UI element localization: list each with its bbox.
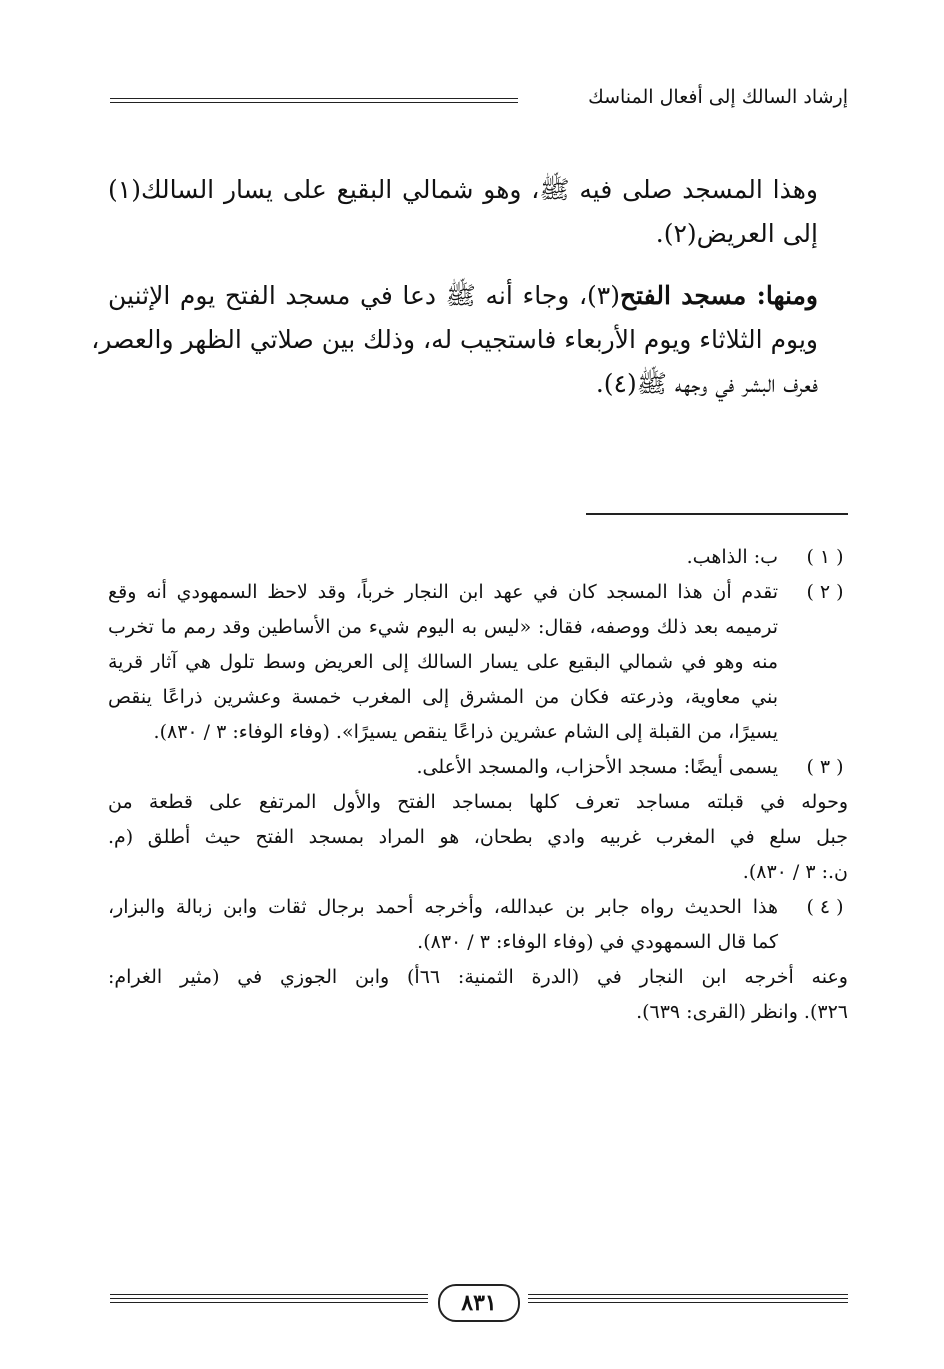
footnote-number: ( ٢ ) — [806, 581, 844, 603]
footnote-line: تقدم أن هذا المسجد كان في عهد ابن النجار خرباً، وقد لاحظ السمهودي أنه وقع — [108, 581, 778, 603]
footnote-line: ترميمه بعد ذلك ووصفه، فقال: «ليس به اليوم شيء من الأساطين وقد رمم ما تخرب — [108, 616, 778, 638]
footnotes — [108, 540, 848, 1030]
footnote-number: ( ١ ) — [806, 546, 844, 568]
paragraph-1-line-1: وهذا المسجد صلى فيه ﷺ، وهو شمالي البقيع على يسار السالك(١) — [108, 175, 818, 204]
footnote-3-continuation — [108, 785, 848, 890]
footnote-line: هذا الحديث رواه جابر بن عبدالله، وأخرجه أحمد برجال ثقات وابن زبالة والبزار، — [108, 896, 778, 918]
footer-rule-left-2 — [110, 1298, 428, 1300]
paragraph-1 — [108, 168, 848, 256]
book-title: إرشاد السالك إلى أفعال المناسك — [578, 86, 848, 108]
page-number: ٨٣١ — [438, 1284, 520, 1322]
footnote-line: بني معاوية، وذرعته فكان من المشرق إلى المغرب خمسة وعشرين ذراعًا ينقص — [108, 686, 778, 708]
paragraph-2-line-1 — [108, 274, 848, 318]
footnote-line: كما قال السمهودي في (وفاء الوفاء: ٣ / ٨٣٠). — [417, 931, 778, 953]
footer-rule-right-2 — [528, 1298, 848, 1300]
footnote-1 — [108, 540, 848, 575]
main-text — [91, 168, 848, 424]
footnote-line: يسمى أيضًا: مسجد الأحزاب، والمسجد الأعلى. — [416, 756, 778, 778]
header-rule — [110, 98, 518, 100]
footer-rule-left-3 — [110, 1302, 428, 1304]
footer-rule-left — [110, 1294, 428, 1296]
footnote-line: ٣٢٦). وانظر (القرى: ٦٣٩). — [636, 1001, 848, 1023]
footnote-3 — [108, 750, 848, 785]
footnote-number: ( ٣ ) — [806, 756, 844, 778]
footnote-4-continuation — [108, 960, 848, 1030]
page-footer — [110, 1284, 848, 1324]
footnote-line: منه وهو في شمالي البقيع على يسار السالك إلى العريض وسط تلول هي آثار قرية — [108, 651, 778, 673]
paragraph-2-line-1-rest: (٣)، وجاء أنه ﷺ دعا في مسجد الفتح يوم الإثنين — [108, 281, 620, 310]
footnote-number: ( ٤ ) — [806, 896, 844, 918]
footnote-line: ب: الذاهب. — [686, 546, 778, 568]
footnote-line: وحوله في قبلته مساجد تعرف كلها بمساجد الفتح والأول المرتفع على قطعة من — [108, 791, 848, 813]
paragraph-1-line-2: إلى العريض(٢). — [655, 219, 818, 248]
footnote-line: ن.: ٣ / ٨٣٠). — [742, 861, 848, 883]
running-header — [110, 86, 848, 114]
footnote-2 — [108, 575, 848, 750]
footer-rule-right — [528, 1294, 848, 1296]
paragraph-2-line-2: ويوم الثلاثاء ويوم الأربعاء فاستجيب له، وذلك بين صلاتي الظهر والعصر، — [91, 325, 818, 354]
section-heading: ومنها: مسجد الفتح — [620, 281, 818, 310]
footnote-separator — [586, 513, 848, 515]
paragraph-2-line-3: فعرف البشر في وجهه ﷺ(٤). — [595, 369, 818, 398]
footnote-line: يسيرًا، من القبلة إلى الشام عشرين ذراعًا ينقص يسيرًا». (وفاء الوفاء: ٣ / ٨٣٠). — [153, 721, 778, 743]
footnote-line: وعنه أخرجه ابن النجار في (الدرة الثمنية: ٦٦أ) وابن الجوزي في (مثير الغرام: — [108, 966, 848, 988]
footnote-line: جبل سلع في المغرب غربيه وادي بطحان، هو المراد بمسجد الفتح حيث أطلق (م. — [108, 826, 848, 848]
paragraph-2 — [91, 274, 848, 406]
header-rule-double — [110, 102, 518, 104]
footer-rule-right-3 — [528, 1302, 848, 1304]
footnote-4 — [108, 890, 848, 960]
